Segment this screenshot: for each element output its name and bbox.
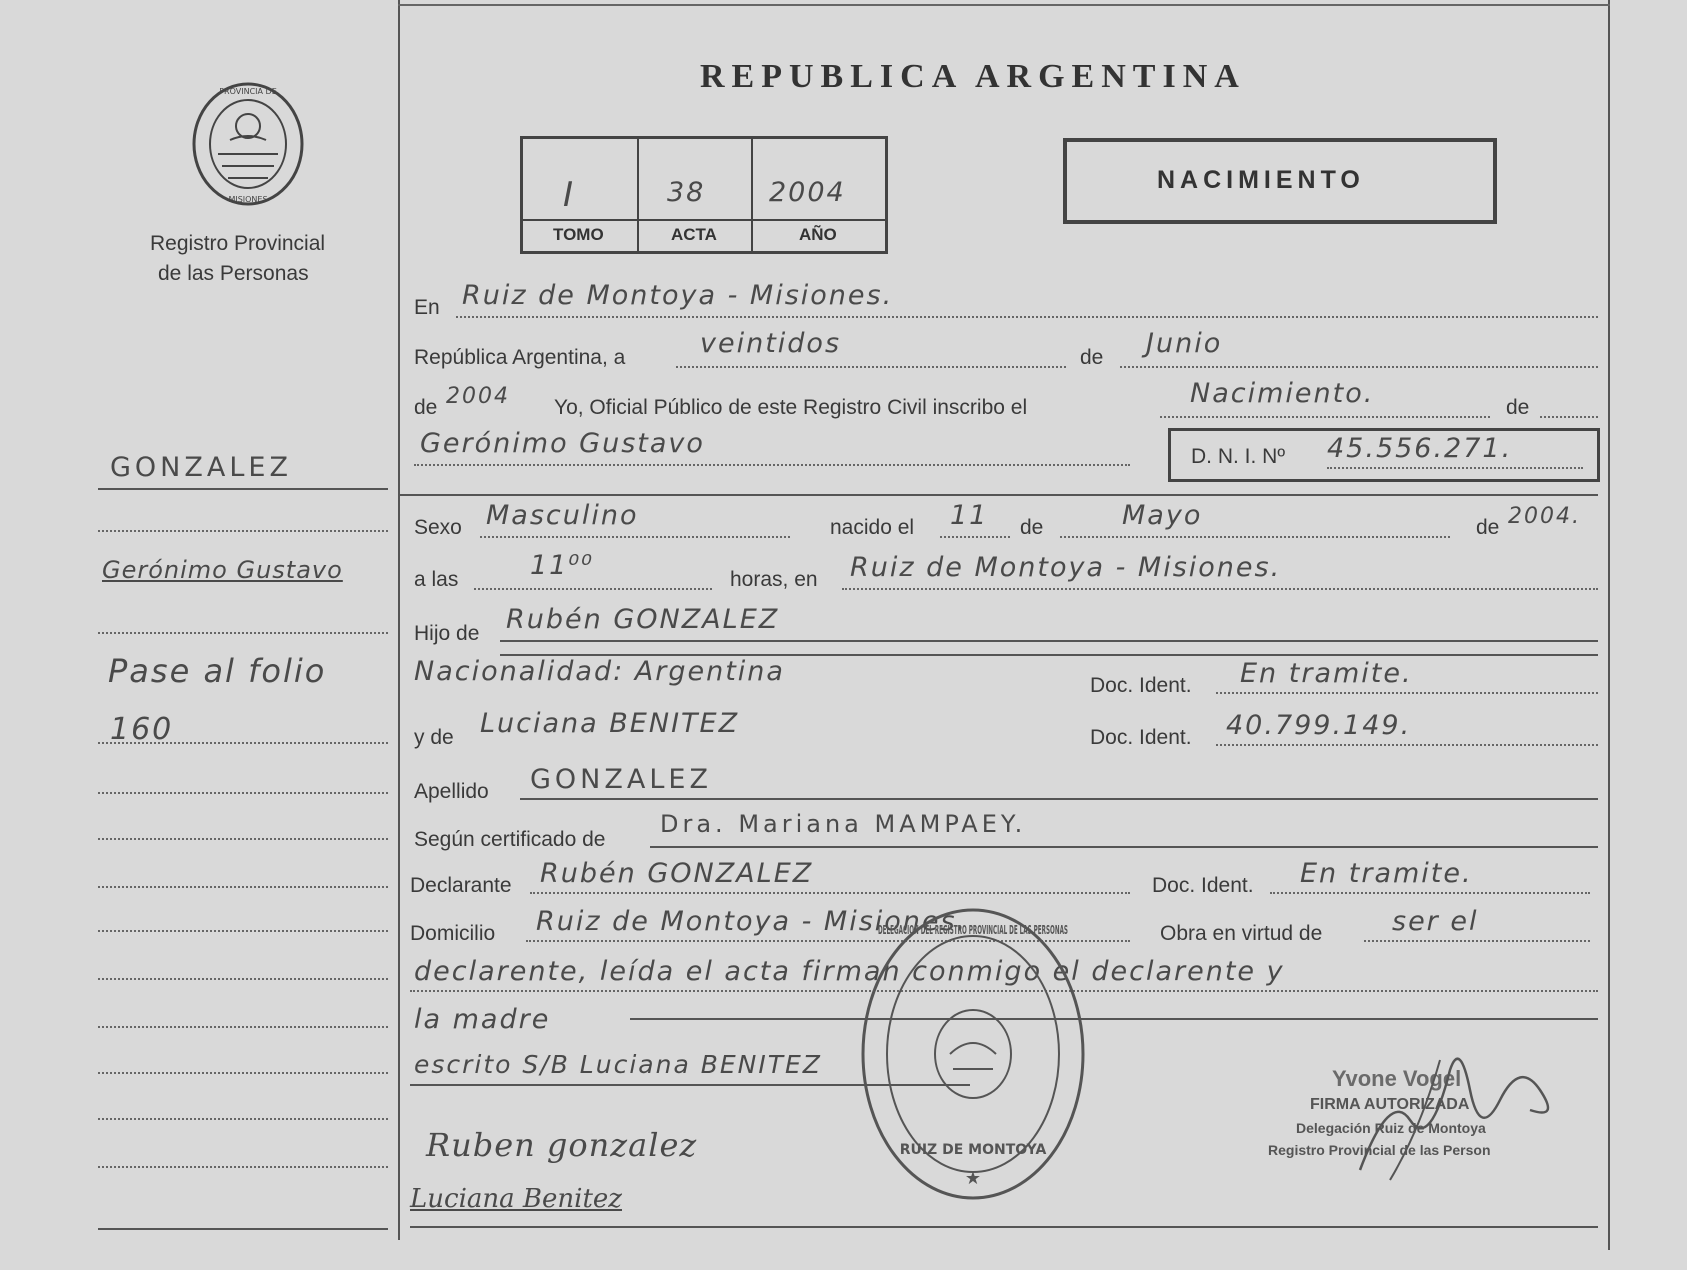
sidebar-line [98,1118,388,1120]
sexo-label: Sexo [414,516,462,539]
ano-label: AÑO [799,225,837,244]
dni-box [1168,428,1600,482]
right-border [1608,0,1610,1250]
bottom-line [410,1226,1598,1228]
dni-value: 45.556.271. [1327,433,1513,464]
nacido-label: nacido el [830,516,915,539]
top-border [398,4,1610,6]
lugar-value: Ruiz de Montoya - Misiones. [462,280,894,311]
texto-linea-2: la madre [414,1004,551,1035]
dia-line [676,366,1066,368]
mes-line [1120,366,1598,368]
record-type-label: NACIMIENTO [1157,166,1365,194]
seal-bottom-text: MISIONES [228,195,268,204]
domicilio-label: Domicilio [410,922,496,945]
declarante-value: Rubén GONZALEZ [540,858,814,889]
apellido-value: GONZALEZ [530,764,712,795]
apellido-line [520,798,1598,800]
tomo-value: I [563,175,576,215]
acta-label: ACTA [671,225,717,244]
sidebar-line [98,632,388,634]
sidebar-line [98,742,388,744]
svg-text:★: ★ [964,1168,982,1188]
nac-lugar-value: Ruiz de Montoya - Misiones. [850,552,1282,583]
certificado-line [650,846,1598,848]
nac-mes-line [1060,536,1450,538]
doc2-label: Doc. Ident. [1090,726,1192,749]
stamp-round-bottom: RUIZ DE MONTOYA [899,1142,1047,1158]
sidebar-line [98,838,388,840]
oficial-text: Yo, Oficial Público de este Registro Civil inscribo el [554,396,1028,419]
sidebar-line [98,1072,388,1074]
record-type-box [1063,138,1497,224]
left-column-divider [398,0,400,1240]
hora-value: 11⁰⁰ [530,550,595,581]
sidebar-line [98,792,388,794]
sidebar-line [98,1026,388,1028]
stamp-name: Yvone Vogel [1332,1066,1462,1091]
sidebar-line [98,530,388,532]
section-divider [398,494,1598,496]
firma-madre: Luciana Benitez [410,1184,622,1214]
stamp-line2: Delegación Ruiz de Montoya [1296,1120,1486,1136]
hora-line [474,588,712,590]
sidebar-line [98,488,388,490]
nac-dia-value: 11 [950,500,989,531]
obra-value: ser el [1392,906,1479,937]
obra-label: Obra en virtud de [1160,922,1323,945]
doc1-value: En tramite. [1240,658,1413,689]
nac-dia-line [940,536,1010,538]
nombre-line [414,464,1130,466]
seal-top-text: PROVINCIA DE [219,87,277,96]
hijo-label: Hijo de [414,622,480,645]
nac-mes-value: Mayo [1122,500,1203,531]
official-signature-icon [1330,1030,1590,1200]
acto-line [1160,416,1490,418]
horas-label: horas, en [730,568,818,591]
sidebar-nota1: Pase al folio [108,652,327,690]
obra-line [1364,940,1590,942]
de-label-2: de [414,396,438,419]
sidebar-apellido: GONZALEZ [110,452,292,483]
declarante-line [530,892,1130,894]
tomo-label: TOMO [553,225,604,244]
certificado-value: Dra. Mariana MAMPAEY. [660,810,1027,838]
sexo-line [480,536,790,538]
sidebar-line [98,1228,388,1230]
certificado-label: Según certificado de [414,828,606,851]
alas-label: a las [414,568,459,591]
nac-lugar-line [842,588,1598,590]
madre-value: Luciana BENITEZ [480,708,740,739]
en-label: En [414,296,440,319]
registry-name-line2: de las Personas [158,262,309,285]
sidebar-nombres: Gerónimo Gustavo [102,556,343,584]
republica-label: República Argentina, a [414,346,626,369]
de3-line [1540,416,1598,418]
apellido-label: Apellido [414,780,489,803]
doc2-line [1216,744,1598,746]
doc1-label: Doc. Ident. [1090,674,1192,697]
nac-anio-value: 2004. [1508,504,1581,529]
doc1-line [1216,692,1598,694]
round-stamp-icon [858,904,1088,1204]
lugar-line [456,316,1598,318]
texto-line-2 [630,1018,1598,1020]
declarante-label: Declarante [410,874,512,897]
sidebar-line [98,886,388,888]
registry-name-line1: Registro Provincial [150,232,326,255]
anio-value: 2004 [446,384,510,409]
sidebar-nota2: 160 [110,712,174,747]
stamp-line1: FIRMA AUTORIZADA [1310,1096,1470,1113]
acta-value: 38 [667,177,706,208]
acto-value: Nacimiento. [1190,378,1375,409]
sidebar-line [98,978,388,980]
firma-padre: Ruben gonzalez [426,1126,698,1164]
texto-linea-3: escrito S/B Luciana BENITEZ [414,1050,822,1079]
padre-value: Rubén GONZALEZ [506,604,780,635]
nombre-value: Gerónimo Gustavo [420,428,705,459]
dni-line [1327,467,1583,469]
stamp-line3: Registro Provincial de las Person [1268,1142,1491,1158]
domicilio-value: Ruiz de Montoya - Misiones. [536,906,968,937]
country-title: REPUBLICA ARGENTINA [700,58,1246,95]
doc3-line [1270,892,1590,894]
ano-value: 2004 [769,177,846,208]
province-seal-icon [188,78,308,210]
acta-box [520,136,888,254]
de-label: de [1080,346,1104,369]
doc2-value: 40.799.149. [1226,710,1412,741]
stamp-round-text: DELEGACION DEL REGISTRO PROVINCIAL DE LAS PERSONAS [878,923,1068,937]
mes-value: Junio [1146,328,1223,359]
nacionalidad-value: Nacionalidad: Argentina [414,656,785,687]
sidebar-line [98,1166,388,1168]
texto-linea-1: declarente, leída el acta firman conmigo el declarente y [414,956,1285,987]
dia-value: veintidos [700,328,842,359]
doc3-value: En tramite. [1300,858,1473,889]
de-label-4: de [1020,516,1044,539]
de-label-3: de [1506,396,1530,419]
de-label-5: de [1476,516,1500,539]
doc3-label: Doc. Ident. [1152,874,1254,897]
dni-label: D. N. I. Nº [1191,445,1286,468]
sexo-value: Masculino [486,500,639,531]
yde-label: y de [414,726,454,749]
sidebar-line [98,930,388,932]
padre-line [500,640,1598,642]
